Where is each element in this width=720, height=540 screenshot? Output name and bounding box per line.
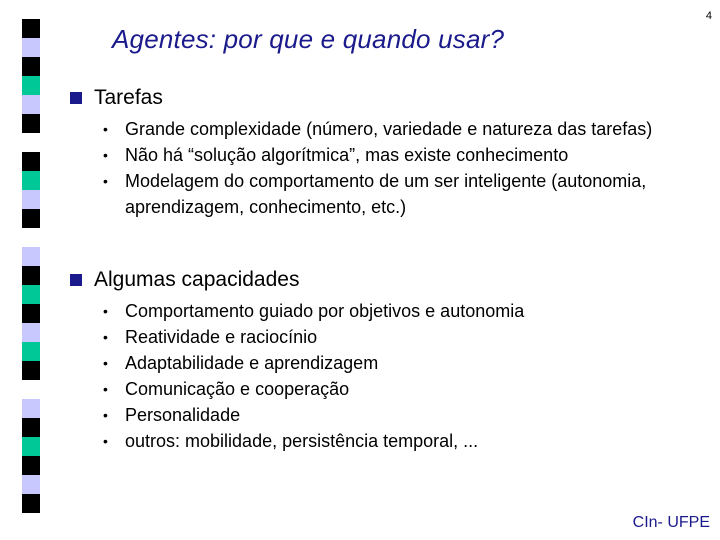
list-item: • outros: mobilidade, persistência temporal, ...	[103, 428, 703, 454]
list-item: • Comunicação e cooperação	[103, 376, 703, 402]
list-item: • Reatividade e raciocínio	[103, 324, 703, 350]
square-bullet-icon	[70, 274, 82, 286]
page-number: 4	[705, 10, 712, 22]
section-heading: Algumas capacidades	[94, 268, 300, 291]
square-bullet-icon	[70, 92, 82, 104]
list-item: • Grande complexidade (número, variedade e natureza das tarefas)	[103, 116, 663, 142]
list-item: • Personalidade	[103, 402, 703, 428]
section-heading: Tarefas	[94, 86, 163, 109]
list-item: • Adaptabilidade e aprendizagem	[103, 350, 703, 376]
list-item: • Não há “solução algorítmica”, mas existe conhecimento	[103, 142, 663, 168]
footer-label: CIn- UFPE	[632, 514, 710, 531]
decorative-side-strip	[22, 0, 40, 540]
list-item: • Modelagem do comportamento de um ser inteligente (autonomia, aprendizagem, conhecimento, etc.)	[103, 168, 663, 220]
slide-title: Agentes: por que e quando usar?	[112, 24, 505, 54]
list-item: • Comportamento guiado por objetivos e autonomia	[103, 298, 703, 324]
section-tarefas	[70, 86, 663, 220]
section-capacidades	[70, 268, 703, 454]
